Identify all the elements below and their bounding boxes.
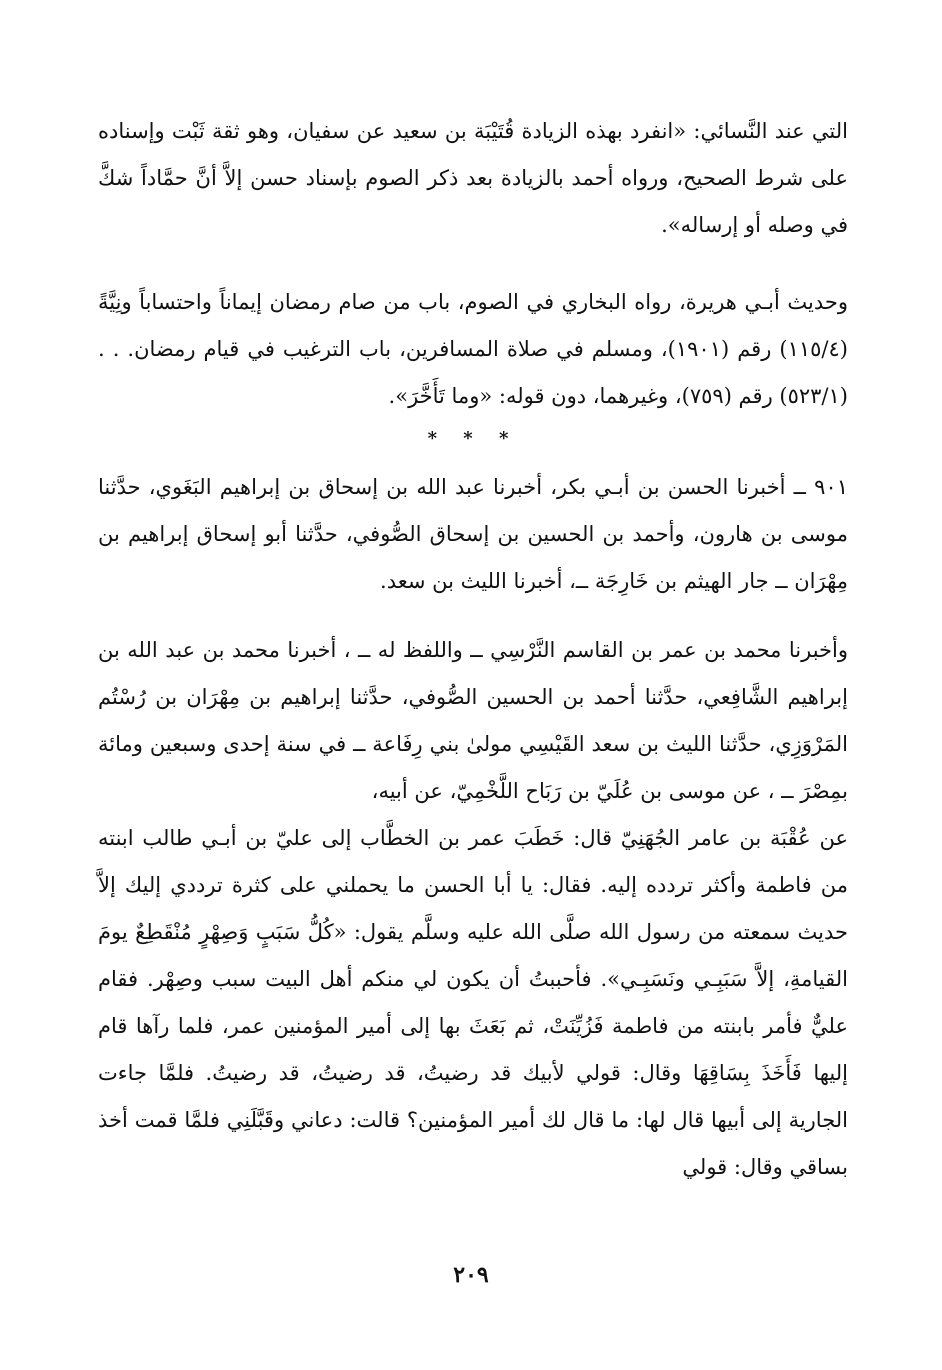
paragraph-nasai-note: التي عند النَّسائي: «انفرد بهذه الزيادة قُتَيْبَة بن سعيد عن سفيان، وهو ثقة ثَبْت وإسناده على شرط الصحيح، ورواه أحمد بالزيادة بعد ذكر الصوم بإسناد حسن إلاَّ أنَّ حمَّاداً شكَّ في وصله أو إرساله».: [98, 119, 848, 237]
paragraph-abu-hurayra-note: وحديث أبـي هريرة، رواه البخاري في الصوم، باب من صام رمضان إيماناً واحتساباً ونِيَّةً (١١٥/٤) رقم (١٩٠١)، ومسلم في صلاة المسافرين، باب الترغيب في قيام رمضان. . . (٥٢٣/١) رقم (٧٥٩)، وغيرهما، دون قوله: «وما تَأَخَّرَ».: [98, 290, 848, 408]
page-number: ٢٠٩: [453, 1262, 489, 1288]
spacer: [98, 249, 848, 279]
hadith-901-second-isnad: وأخبرنا محمد بن عمر بن القاسم النَّرْسِي ــ واللفظ له ــ ، أخبرنا محمد بن عبد الله بن إبراهيم الشَّافِعي، حدَّثنا أحمد بن الحسين الصُّوفي، حدَّثنا إبراهيم بن مِهْرَان بن رُسْتُم المَرْوَزِي، حدَّثنا الليث بن سعد القَيْسِي مولىٰ بني رِفَاعة ــ في سنة إحدى وسبعين ومائة بمِصْرَ ــ ، عن موسى بن عُلَيّ بن رَبَاح اللَّخْمِيّ، عن أبيه،: [98, 638, 848, 803]
hadith-901-isnad: ٩٠١ ــ أخبرنا الحسن بن أبـي بكر، أخبرنا عبد الله بن إسحاق بن إبراهيم البَغَوي، حدَّثنا موسى بن هارون، وأحمد بن الحسين بن إسحاق الصُّوفي، حدَّثنا أبو إسحاق إبراهيم بن مِهْرَان ــ جار الهيثم بن خَارِجَة ــ، أخبرنا الليث بن سعد.: [98, 475, 848, 593]
hadith-901-matn: عن عُقْبَة بن عامر الجُهَنِيّ قال: خَطَبَ عمر بن الخطَّاب إلى عليّ بن أبـي طالب ابنته من فاطمة وأكثر تردده إليه. فقال: يا أبا الحسن ما يحملني على كثرة ترددي إليك إلاَّ حديث سمعته من رسول الله صلَّى الله عليه وسلَّم يقول: «كُلُّ سَبَبٍ وَصِهْرٍ مُنْقَطِعٌ يومَ القيامةِ، إلاَّ سَبَبِـي ونَسَبِـي». فأحببتُ أن يكون لي منكم أهل البيت سبب وصِهْر. فقام عليٌّ فأمر بابنته من فاطمة فَزُيِّنَتْ، ثم بَعَثَ بها إلى أمير المؤمنين عمر، فلما رآها قام إليها فَأَخَذَ بِسَاقِهَا وقال: قولي لأبيك قد رضيتُ، قد رضيتُ، قد رضيتُ. فلمَّا جاءت الجارية إلى أبيها قال لها: ما قال لك أمير المؤمنين؟ قالت: دعاني وقَبَّلَنِي فلمَّا قمت أخذ بساقي وقال: قولي: [98, 826, 848, 1179]
spacer: [98, 605, 848, 627]
page-body: [98, 108, 848, 1191]
section-separator: * * *: [427, 428, 519, 449]
